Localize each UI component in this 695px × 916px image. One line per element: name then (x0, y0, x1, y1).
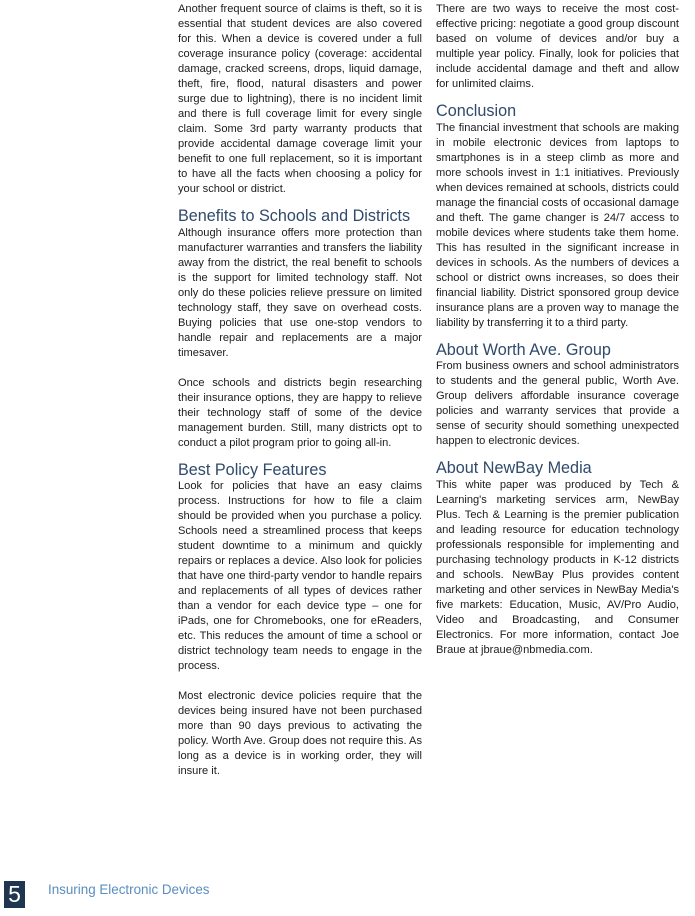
footer-title: Insuring Electronic Devices (48, 882, 210, 897)
features-paragraph-2: Most electronic device policies require that the devices being insured have not been purchased more than 90 days previous to activating the policy. Worth Ave. Group does not require this. As long as a device is in working order, they will insure it. (178, 690, 422, 777)
benefits-paragraph-2: Once schools and districts begin researching their insurance options, they are happy to relieve their technology staff of some of the device management burden. Still, many districts opt to conduct a pilot program prior to going all-in. (178, 376, 422, 449)
features-paragraph-1: Look for policies that have an easy claims process. Instructions for how to file a claim should be provided when you purchase a policy. Schools need a streamlined process that keeps student downtime to a minimum and quickly repairs or replaces a device. Also look for policies that have one third-party vendor to handle repairs and replacements of all types of devices rather than a vendor for each device type – one for iPads, one for Chromebooks, one for eReaders, etc. This reduces the amount of time a school or district technology team needs to engage in the process. (178, 480, 422, 672)
features-heading: Best Policy Features (178, 460, 327, 479)
right-column (436, 2, 679, 658)
benefits-paragraph-1: Although insurance offers more protection than manufacturer warranties and transfers the liability away from the district, the real benefit to schools is the support for limited technology staff. Not only do these policies relieve pressure on limited technology staff, they save on overhead costs. Buying policies that use one-stop vendors to handle repair and replacements are a major timesaver. (178, 226, 422, 359)
conclusion-paragraph: The financial investment that schools are making in mobile electronic devices from laptops to smartphones is in a steep climb as more and more schools invest in 1:1 initiatives. Previously when devices remained at schools, districts could manage the financial costs of occasional damage and theft. The game changer is 24/7 access to mobile devices where students take them home. This has resulted in the significant increase in devices in schools. As the numbers of devices a school or district owns increases, so does their financial liability. District sponsored group device insurance plans are a proven way to manage the liability by transferring it to a third party. (436, 121, 679, 329)
benefits-heading: Benefits to Schools and Districts (178, 207, 411, 225)
worth-paragraph: From business owners and school administrators to students and the general public, Worth Ave. Group delivers affordable insurance coverage policies and warranty services that provide a sense of security should something unexpected happen to electronic devices. (436, 360, 679, 447)
conclusion-heading: Conclusion (436, 102, 517, 120)
newbay-heading: About NewBay Media (436, 459, 592, 477)
pricing-paragraph: There are two ways to receive the most cost-effective pricing: negotiate a good group discount based on volume of devices and/or buy a multiple year policy. Finally, look for policies that include accidental damage and theft and allow for unlimited claims. (436, 3, 679, 90)
newbay-paragraph: This white paper was produced by Tech & Learning's marketing services arm, NewBay Plus. Tech & Learning is the premier publication and leading resource for education technology professionals responsible for implementing and purchasing technology products in K-12 districts and schools. NewBay Plus provides content marketing and other services in NewBay Media's five markets: Education, Music, AV/Pro Audio, Video and Broadcasting, and Consumer Electronics. For more information, contact Joe Braue at jbraue@nbmedia.com. (436, 478, 679, 656)
page-number: 5 (4, 881, 25, 908)
left-column (178, 2, 422, 779)
intro-paragraph: Another frequent source of claims is theft, so it is essential that student devices are also covered for this. When a device is covered under a full coverage insurance policy (coverage: accidental damage, cracked screens, drops, liquid damage, theft, fire, flood, natural disasters and power surge due to lightning), there is no incident limit and there is full coverage limit for every single claim. Some 3rd party warranty products that provide accidental damage coverage limit your benefit to one full replacement, so it is important to have all the facts when choosing a policy for your school or district. (178, 3, 422, 195)
worth-heading: About Worth Ave. Group (436, 340, 611, 359)
